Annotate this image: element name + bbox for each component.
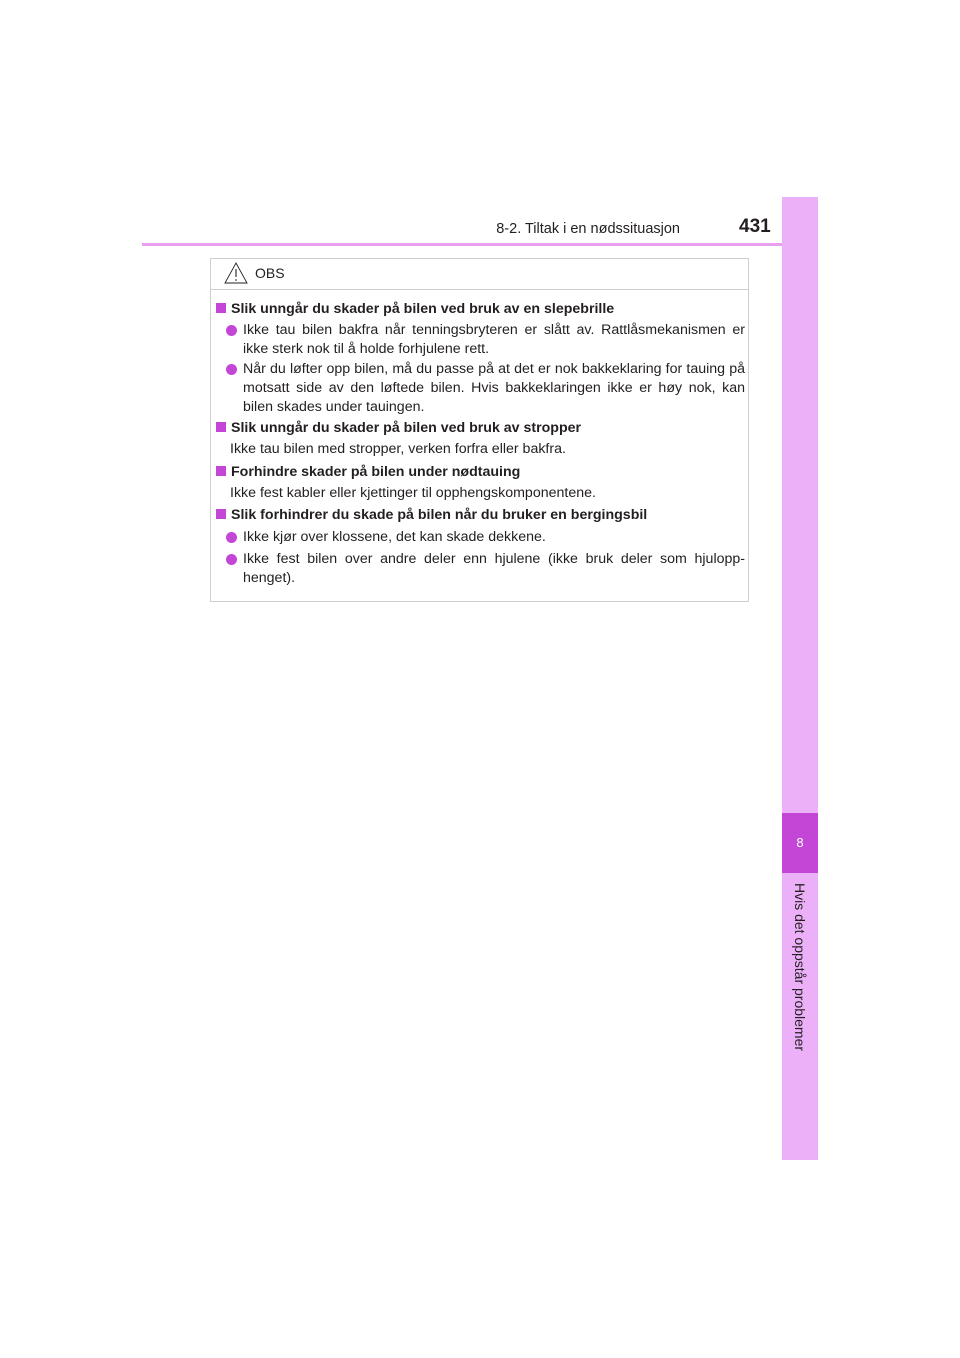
square-bullet-icon <box>216 466 226 476</box>
page-number: 431 <box>739 216 771 237</box>
section-heading: Forhindre skader på bilen under nødtauing <box>216 463 520 482</box>
section-text: Ikke tau bilen med stropper, verken forfra eller bakfra. <box>230 441 566 457</box>
header-rule <box>142 243 818 246</box>
round-bullet-icon <box>226 325 237 336</box>
chapter-number: 8 <box>796 835 804 850</box>
section-heading: Slik unngår du skader på bilen ved bruk av stropper <box>216 419 581 438</box>
chapter-tab[interactable] <box>782 813 818 873</box>
section-text: Ikke fest kabler eller kjettinger til opphengskomponentene. <box>230 485 596 501</box>
warning-header <box>211 259 748 290</box>
square-bullet-icon <box>216 303 226 313</box>
round-bullet-icon <box>226 554 237 565</box>
list-item: Ikke fest bilen over andre deler enn hjulene (ikke bruk deler som hjulopp-henget). <box>224 550 745 588</box>
square-bullet-icon <box>216 509 226 519</box>
chapter-title: Hvis det oppstår problemer <box>792 882 808 1052</box>
round-bullet-icon <box>226 532 237 543</box>
warning-triangle-icon <box>224 261 248 285</box>
list-item: Ikke tau bilen bakfra når tenningsbryteren er slått av. Rattlåsmekanismen er ikke sterk nok til å holde forhjulene rett. <box>224 321 745 359</box>
section-title: 8-2. Tiltak i en nødssituasjon <box>496 221 680 237</box>
square-bullet-icon <box>216 422 226 432</box>
list-item: Ikke kjør over klossene, det kan skade dekkene. <box>224 528 745 547</box>
warning-box <box>210 258 749 602</box>
list-item: Når du løfter opp bilen, må du passe på at det er nok bakkeklaring for tauing på motsatt side av den løftede bilen. Hvis bakkeklaringen ikke er høy nok, kan bilen skades under tauingen. <box>224 360 745 417</box>
section-heading: Slik unngår du skader på bilen ved bruk av en slepebrille <box>216 300 614 319</box>
round-bullet-icon <box>226 364 237 375</box>
warning-label: OBS <box>255 265 285 281</box>
section-heading: Slik forhindrer du skade på bilen når du bruker en bergingsbil <box>216 506 647 525</box>
